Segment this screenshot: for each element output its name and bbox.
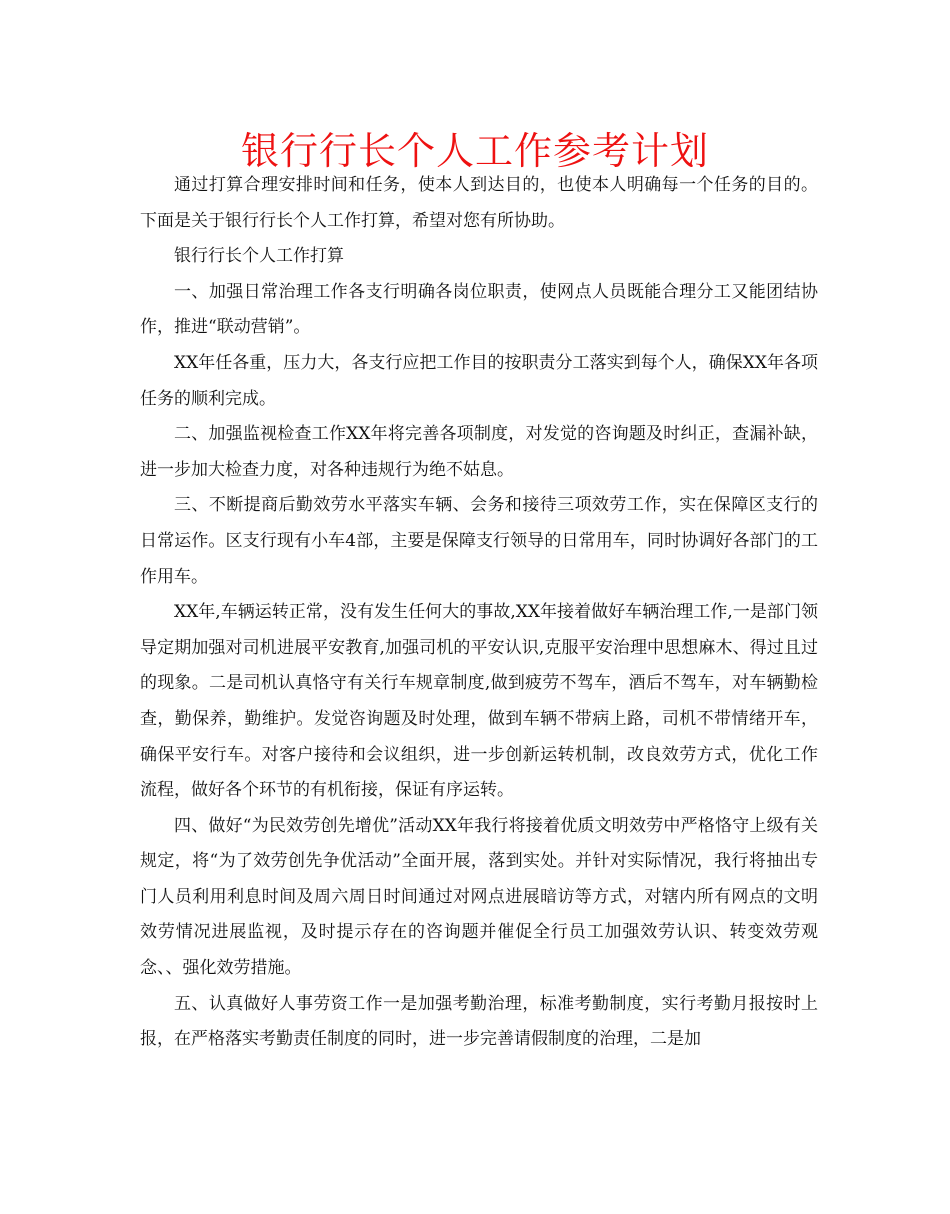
- paragraph-item-1: 一、加强日常治理工作各支行明确各岗位职责，使网点人员既能合理分工又能团结协作，推进“联动营销”。: [140, 281, 818, 338]
- document-body: [140, 168, 818, 1058]
- intro-paragraph: 通过打算合理安排时间和任务，使本人到达目的，也使本人明确每一个任务的目的。下面是关于银行行长个人工作打算，希望对您有所协助。: [140, 175, 818, 231]
- paragraph-item-1-detail: XX年任各重，压力大，各支行应把工作目的按职责分工落实到每个人，确保XX年各项任务的顺利完成。: [140, 352, 818, 409]
- paragraph-item-4: 四、做好“为民效劳创先增优”活动XX年我行将接着优质文明效劳中严格恪守上级有关规定，将“为了效劳创先争优活动”全面开展，落到实处。并针对实际情况，我行将抽出专门人员利用利息时间及周六周日时间通过对网点进展暗访等方式，对辖内所有网点的文明效劳情况进展监视，及时提示存在的咨询题并催促全行员工加强效劳认识、转变效劳观念、、强化效劳措施。: [140, 815, 818, 979]
- paragraph-item-2: 二、加强监视检查工作XX年将完善各项制度，对发觉的咨询题及时纠正，查漏补缺，进一步加大检查力度，对各种违规行为绝不姑息。: [140, 424, 818, 480]
- paragraph-item-5: 五、认真做好人事劳资工作一是加强考勤治理，标准考勤制度，实行考勤月报按时上报，在严格落实考勤责任制度的同时，进一步完善请假制度的治理，二是加: [140, 993, 818, 1050]
- document-title: 银行行长个人工作参考计划: [240, 129, 709, 173]
- paragraph-item-3-detail: XX年,车辆运转正常，没有发生任何大的事故,XX年接着做好车辆治理工作,一是部门领导定期加强对司机进展平安教育,加强司机的平安认识,克服平安治理中思想麻木、得过且过的现象。二是司机认真恪守有关行车规章制度,做到疲劳不驾车，酒后不驾车，对车辆勤检查，勤保养，勤维护。发觉咨询题及时处理，做到车辆不带病上路，司机不带情绪开车，确保平安行车。对客户接待和会议组织，进一步创新运转机制，改良效劳方式，优化工作流程，做好各个环节的有机衔接，保证有序运转。: [140, 602, 818, 801]
- section-heading: 银行行长个人工作打算: [174, 246, 344, 267]
- paragraph-item-3: 三、不断提商后勤效劳水平落实车辆、会务和接待三项效劳工作，实在保障区支行的日常运作。区支行现有小车4部，主要是保障支行领导的日常用车，同时协调好各部门的工作用车。: [140, 495, 818, 587]
